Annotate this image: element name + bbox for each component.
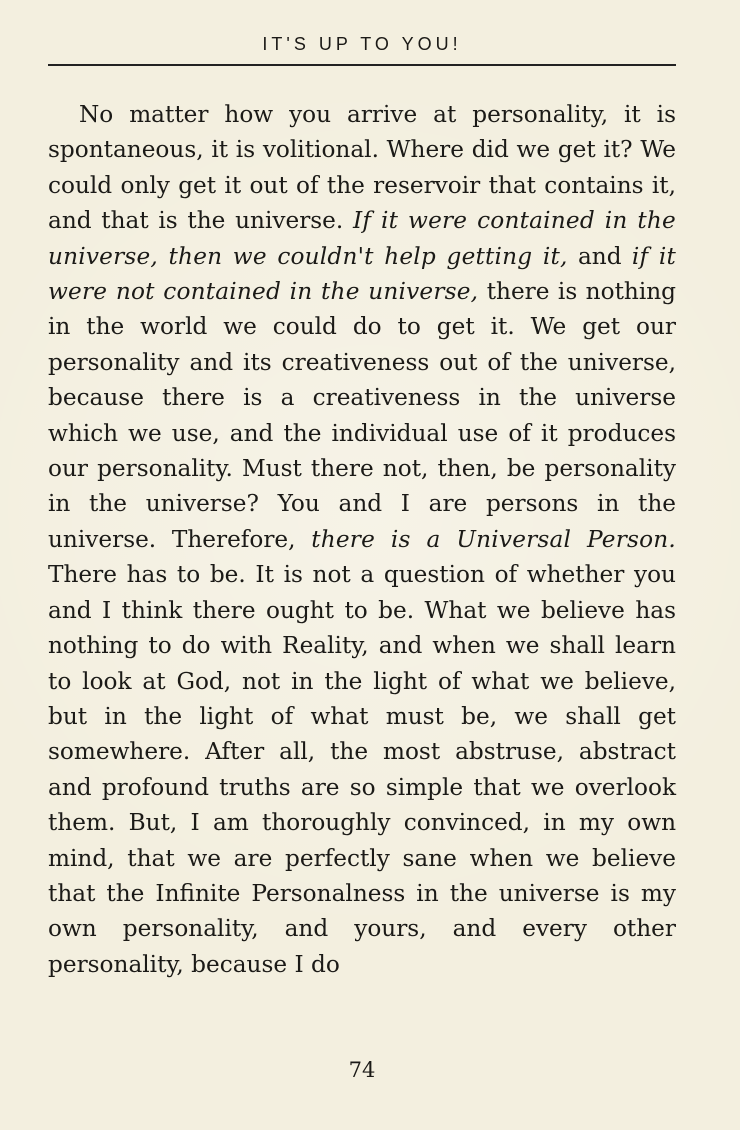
text-run: No matter how you arrive at personality, it is spontaneous, it is volitional. Where did we get it? We could only get it out of the reservoir that contains it, and that is the universe. [48,101,676,235]
italic-run: if it were not contained in the universe, [48,242,677,306]
italic-run: If it were contained in the universe, then we couldn't help getting it, [48,207,676,270]
text-run: there is nothing in the world we could do to get it. We get our personality and its creativeness out of the universe, because there is a creativeness in the universe which we use, and the individual use of it produces our personality. Must there not, then, be personality in the universe? You and I are persons in the universe. Therefore, [48,278,677,553]
header-rule [48,64,676,66]
italic-run: there is a Universal Person. [311,525,676,553]
body-paragraph [48,97,676,982]
text-run: There has to be. It is not a question of whether you and I think there ought to be. What we believe has nothing to do with Reality, and when we shall learn to look at God, not in the light of what we believe, but in the light of what must be, we shall get somewhere. After all, the most abstruse, abstract and profound truths are so simple that we overlook them. But, I am thoroughly convinced, in my own mind, that we are perfectly sane when we believe that the Infinite Personalness in the universe is my own personality, and yours, and every other personality, because I do [48,561,676,978]
page-number: 74 [348,1058,376,1082]
running-head: IT'S UP TO YOU! [262,34,462,54]
text-run: and [567,242,632,270]
